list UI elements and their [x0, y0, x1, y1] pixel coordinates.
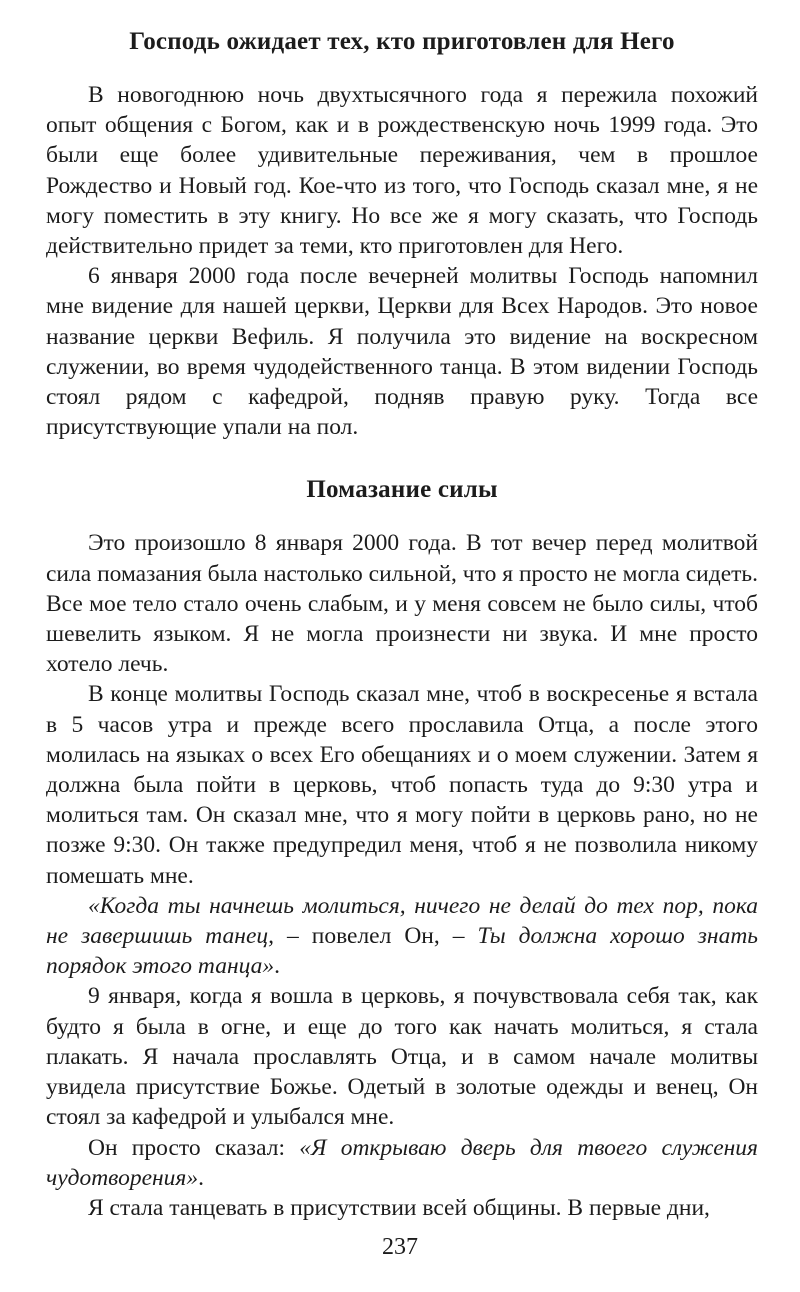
quote-paragraph [46, 891, 758, 982]
section-heading: Помазание силы [306, 476, 498, 504]
page-number: 237 [382, 1234, 418, 1260]
paragraph: В конце молитвы Господь сказал мне, чтоб в воскресенье я встала в 5 часов утра и прежде всего прославила Отца, а после этого молилась на языках о всех Его обещаниях и о моем служении. Затем я должна была пойти в церковь, чтоб попасть туда до 9:30 утра и молиться там. Он сказал мне, что я могу пойти в церковь рано, но не позже 9:30. Он также предупредил меня, чтоб я не позволила никому помешать мне. [46, 681, 758, 889]
section-heading: Господь ожидает тех, кто приготовлен для Него [129, 28, 675, 55]
quote-text: Ты должна хорошо знать порядок этого танца» [46, 923, 758, 980]
quote-text: «Я открываю дверь для твоего служения чудотворения» [46, 1134, 758, 1191]
dialogue-tag: – повелел Он, – [274, 923, 478, 950]
paragraph: В новогоднюю ночь двухтысячного года я пережила похожий опыт общения с Богом, как и в рождественскую ночь 1999 года. Это были еще более удивительные переживания, чем в прошлое Рождество и Новый год. Кое-что из того, что Господь сказал мне, я не могу поместить в эту книгу. Но все же я могу сказать, что Господь действительно придет за теми, кто приготовлен для Него. [46, 82, 758, 260]
paragraph: 9 января, когда я вошла в церковь, я почувствовала себя так, как будто я была в огне, и еще до того как начать молиться, я стала плакать. Я начала прославлять Отца, и в самом начале молитвы увидела присутствие Божье. Одетый в золотые одежды и венец, Он стоял за кафедрой и улыбался мне. [46, 983, 758, 1131]
paragraph: Я стала танцевать в присутствии всей общины. В первые дни, [88, 1194, 710, 1221]
paragraph-lead: Он просто сказал: [88, 1134, 300, 1161]
book-page [46, 26, 758, 1223]
paragraph: Это произошло 8 января 2000 года. В тот вечер перед молитвой сила помазания была настолько сильной, что я просто не могла сидеть. Все мое тело стало очень слабым, и у меня совсем не было силы, чтоб шевелить языком. Я не могла произнести ни звука. И мне просто хотело лечь. [46, 530, 758, 678]
quote-paragraph [46, 1133, 758, 1193]
punctuation: . [274, 953, 281, 980]
punctuation: . [198, 1164, 204, 1191]
quote-text: «Когда ты начнешь молиться, ничего не делай до тех пор, пока не завершишь танец, [46, 892, 758, 950]
paragraph: 6 января 2000 года после вечерней молитвы Господь напомнил мне видение для нашей церкви, Церкви для Всех Народов. Это новое название церкви Вефиль. Я получила это видение на воскресном служении, во время чудодейственного танца. В этом видении Господь стоял рядом с кафедрой, подняв правую руку. Тогда все присутствующие упали на пол. [46, 263, 758, 441]
